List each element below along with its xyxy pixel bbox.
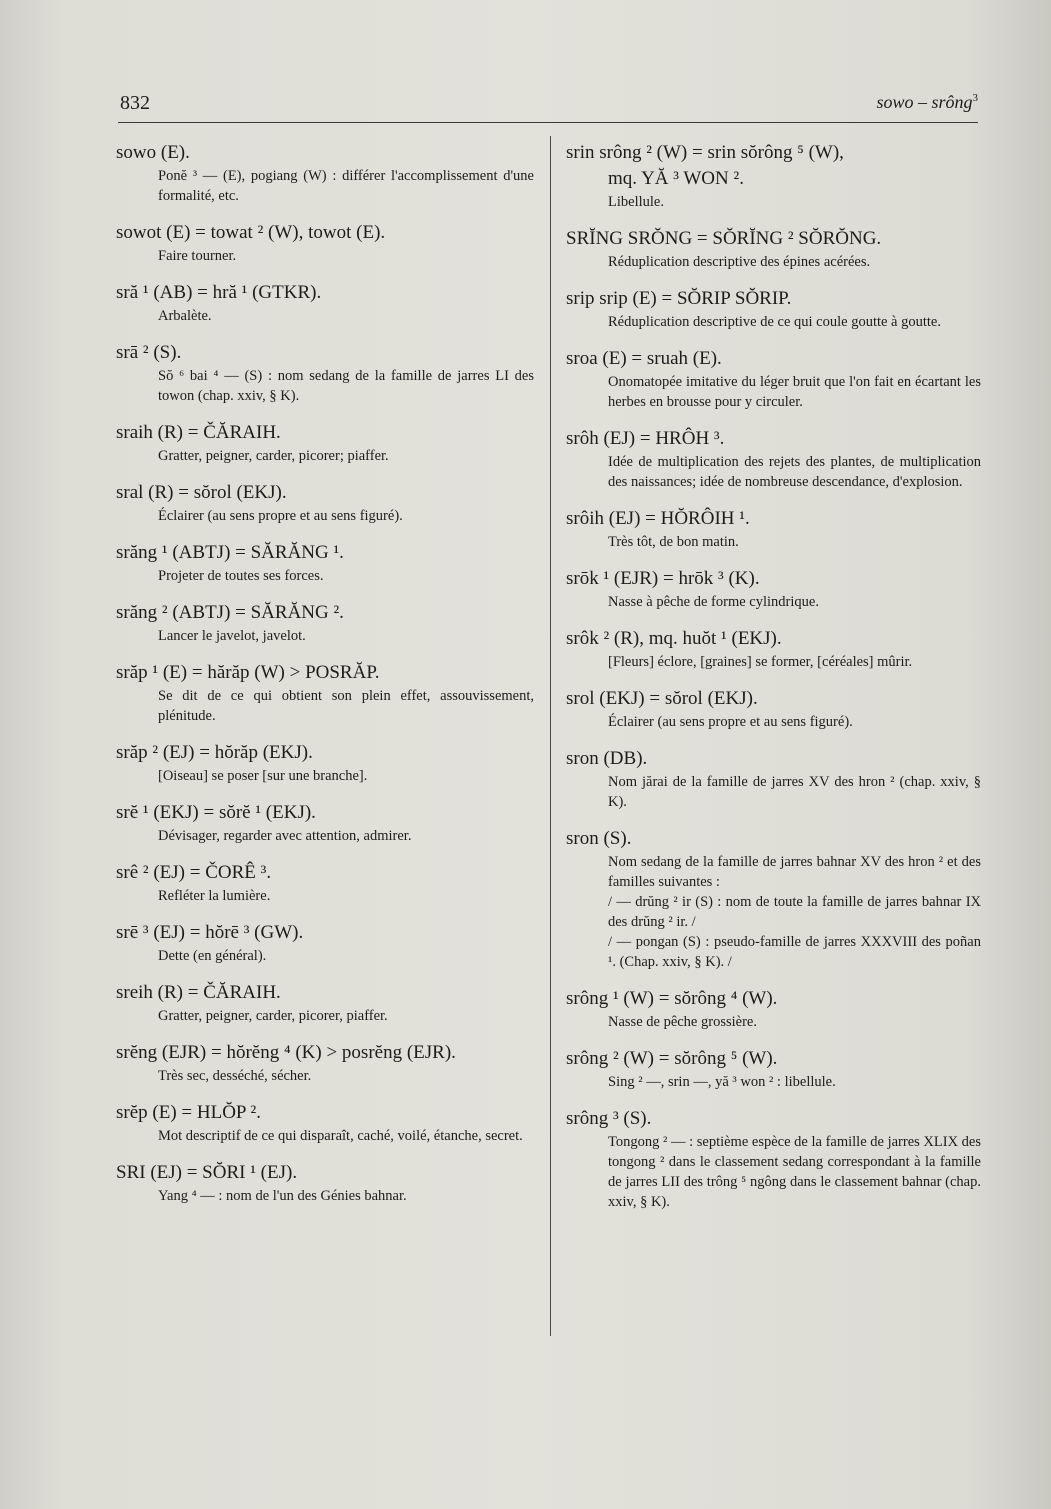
entry-definition: Dévisager, regarder avec attention, admirer.	[158, 828, 412, 844]
entry-definition: Faire tourner.	[158, 248, 237, 264]
dictionary-entry	[566, 626, 981, 672]
right-column	[566, 140, 981, 1226]
entry-headword: srông ³ (S).	[566, 1108, 652, 1129]
entry-definition: Nasse de pêche grossière.	[608, 1014, 757, 1030]
dictionary-entry	[116, 1100, 534, 1146]
entry-definition: / — drŭng ² ir (S) : nom de toute la famille de jarres bahnar IX des drŭng ² ir. /	[608, 894, 981, 930]
entry-headword: sră ¹ (AB) = hră ¹ (GTKR).	[116, 282, 322, 303]
dictionary-entry	[566, 1046, 981, 1092]
entry-definition: Projeter de toutes ses forces.	[158, 568, 324, 584]
entry-definition: Ponĕ ³ — (E), pogiang (W) : différer l'accomplissement d'une formalité, etc.	[158, 168, 534, 204]
entry-definition: Nom sedang de la famille de jarres bahnar XV des hron ² et des familles suivantes :	[608, 854, 981, 890]
entry-headword: sroa (E) = sruah (E).	[566, 348, 722, 369]
entry-headword: srăp ¹ (E) = hărăp (W) > POSRĂP.	[116, 662, 380, 683]
dictionary-entry	[566, 286, 981, 332]
dictionary-entry	[116, 860, 534, 906]
dictionary-entry	[116, 220, 534, 266]
entry-definition: Éclairer (au sens propre et au sens figuré).	[608, 714, 853, 730]
entry-definition: Arbalète.	[158, 308, 212, 324]
dictionary-entry	[566, 346, 981, 412]
entry-headword: sowo (E).	[116, 142, 190, 163]
entry-headword: srăp ² (EJ) = hŏrăp (EKJ).	[116, 742, 313, 763]
entry-definition: Tongong ² — : septième espèce de la famille de jarres XLIX des tongong ² dans le classement sedang correspondant à la famille de jarres LII des trông ⁵ ngông dans le classement bahnar (chap. xxiv, § K).	[608, 1134, 981, 1210]
dictionary-entry	[116, 540, 534, 586]
dictionary-entry	[116, 280, 534, 326]
running-head: sowo – srông$^3$	[876, 92, 978, 112]
dictionary-entry	[116, 1160, 534, 1206]
column-divider	[550, 136, 551, 1336]
dictionary-entry	[116, 420, 534, 466]
dictionary-entry	[116, 980, 534, 1026]
dictionary-entry	[116, 660, 534, 726]
dictionary-entry	[566, 686, 981, 732]
entry-headword: srê ² (EJ) = ČORÊ ³.	[116, 862, 272, 883]
entry-headword: sraih (R) = ČĂRAIH.	[116, 422, 281, 443]
entry-headword: srōk ¹ (EJR) = hrōk ³ (K).	[566, 568, 760, 589]
dictionary-entry	[566, 826, 981, 972]
entry-definition: Éclairer (au sens propre et au sens figuré).	[158, 508, 403, 524]
entry-definition: [Fleurs] éclore, [graines] se former, [céréales] mûrir.	[608, 654, 913, 670]
entry-headword: SRI (EJ) = SŎRI ¹ (EJ).	[116, 1162, 298, 1183]
entry-definition: Libellule.	[608, 194, 664, 210]
entry-headword: srôk ² (R), mq. huŏt ¹ (EKJ).	[566, 628, 782, 649]
dictionary-entry	[566, 140, 981, 212]
entry-headword: srông ² (W) = sŏrông ⁵ (W).	[566, 1048, 778, 1069]
dictionary-entry	[116, 340, 534, 406]
dictionary-entry	[116, 740, 534, 786]
entry-headword: srol (EKJ) = sŏrol (EKJ).	[566, 688, 758, 709]
entry-definition: Se dit de ce qui obtient son plein effet, assouvissement, plénitude.	[158, 688, 534, 724]
entry-definition: Réduplication descriptive de ce qui coule goutte à goutte.	[608, 314, 941, 330]
entry-headword-continued: mq. YĂ ³ WON ².	[608, 168, 744, 189]
entry-headword: sron (S).	[566, 828, 632, 849]
entry-definition: Très sec, desséché, sécher.	[158, 1068, 312, 1084]
dictionary-entry	[566, 746, 981, 812]
entry-definition: Refléter la lumière.	[158, 888, 271, 904]
entry-definition: [Oiseau] se poser [sur une branche].	[158, 768, 368, 784]
page-header	[118, 90, 978, 123]
entry-definition: Gratter, peigner, carder, picorer; piaffer.	[158, 448, 389, 464]
entry-definition: Nom jărai de la famille de jarres XV des hron ² (chap. xxiv, § K).	[608, 774, 981, 810]
entry-headword: SRĬNG SRŎNG = SŎRĬNG ² SŎRŎNG.	[566, 228, 882, 249]
entry-headword: srĕ ¹ (EKJ) = sŏrĕ ¹ (EKJ).	[116, 802, 316, 823]
entry-headword: sowot (E) = towat ² (W), towot (E).	[116, 222, 386, 243]
entry-definition: Onomatopée imitative du léger bruit que l'on fait en écartant les herbes en brousse pour y circuler.	[608, 374, 981, 410]
dictionary-entry	[566, 226, 981, 272]
entry-headword: srông ¹ (W) = sŏrông ⁴ (W).	[566, 988, 778, 1009]
entry-headword: sron (DB).	[566, 748, 648, 769]
entry-definition: Lancer le javelot, javelot.	[158, 628, 306, 644]
entry-headword: srin srông ² (W) = srin sŏrông ⁵ (W),	[566, 142, 844, 163]
dictionary-entry	[116, 800, 534, 846]
entry-headword: sral (R) = sŏrol (EKJ).	[116, 482, 287, 503]
entry-headword: srip srip (E) = SŎRIP SŎRIP.	[566, 288, 792, 309]
dictionary-entry	[566, 986, 981, 1032]
dictionary-entry	[116, 1040, 534, 1086]
entry-definition: Idée de multiplication des rejets des plantes, de multiplication des naissances; idée de nombreuse descendance, d'explosion.	[608, 454, 981, 490]
entry-definition: / — pongan (S) : pseudo-famille de jarres XXXVIII des poñan ¹. (Chap. xxiv, § K). /	[608, 934, 981, 970]
entry-headword: srăng ² (ABTJ) = SĂRĂNG ².	[116, 602, 344, 623]
dictionary-entry	[566, 1106, 981, 1212]
entry-headword: srĕng (EJR) = hŏrĕng ⁴ (K) > posrĕng (EJR).	[116, 1042, 456, 1063]
entry-definition: Dette (en général).	[158, 948, 267, 964]
page-number: 832	[120, 92, 150, 114]
entry-headword: srā ² (S).	[116, 342, 182, 363]
entry-definition: Très tôt, de bon matin.	[608, 534, 739, 550]
dictionary-entry	[566, 426, 981, 492]
entry-headword: srĕp (E) = HLŎP ².	[116, 1102, 261, 1123]
entry-definition: Gratter, peigner, carder, picorer, piaffer.	[158, 1008, 388, 1024]
dictionary-entry	[566, 566, 981, 612]
entry-definition: Yang ⁴ — : nom de l'un des Génies bahnar.	[158, 1188, 407, 1204]
dictionary-entry	[566, 506, 981, 552]
dictionary-entry	[116, 480, 534, 526]
dictionary-entry	[116, 600, 534, 646]
entry-definition: Nasse à pêche de forme cylindrique.	[608, 594, 819, 610]
entry-definition: Mot descriptif de ce qui disparaît, caché, voilé, étanche, secret.	[158, 1128, 523, 1144]
entry-headword: sreih (R) = ČĂRAIH.	[116, 982, 281, 1003]
left-column	[116, 140, 534, 1220]
dictionary-entry	[116, 920, 534, 966]
entry-headword: srăng ¹ (ABTJ) = SĂRĂNG ¹.	[116, 542, 344, 563]
entry-definition: Réduplication descriptive des épines acérées.	[608, 254, 871, 270]
entry-headword: srē ³ (EJ) = hŏrē ³ (GW).	[116, 922, 304, 943]
entry-definition: Sing ² —, srin —, yă ³ won ² : libellule.	[608, 1074, 836, 1090]
entry-headword: srôh (EJ) = HRÔH ³.	[566, 428, 725, 449]
dictionary-entry	[116, 140, 534, 206]
entry-definition: Sŏ ⁶ bai ⁴ — (S) : nom sedang de la famille de jarres LI des towon (chap. xxiv, § K).	[158, 368, 534, 404]
entry-headword: srôih (EJ) = HŎRÔIH ¹.	[566, 508, 750, 529]
